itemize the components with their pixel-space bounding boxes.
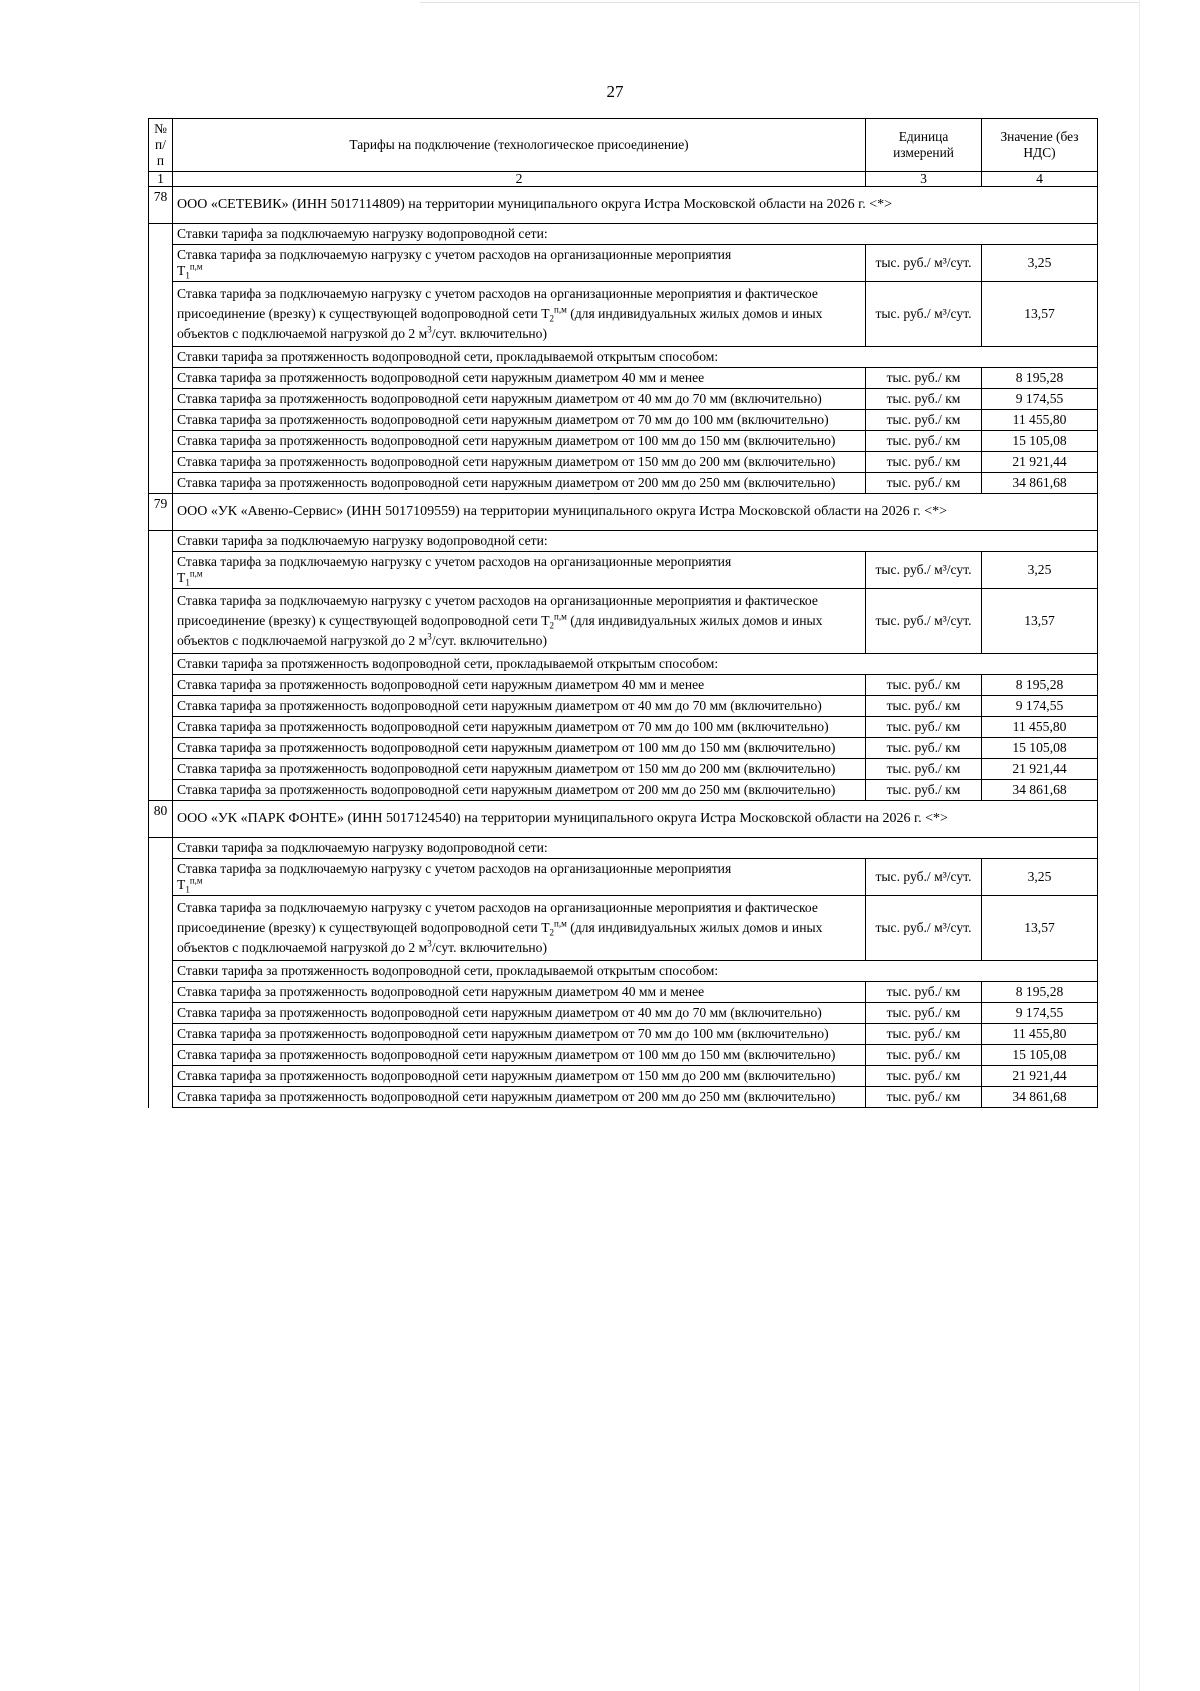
- number-spacer: [149, 1045, 173, 1066]
- t2-label-part-a: Ставка тарифа за подключаемую нагрузку с учетом расходов на организационные мероприятия и фактическое присоединение (врезку) к существующей водопроводной сети: [177, 593, 818, 628]
- t2-subscript: 2: [549, 620, 555, 631]
- number-spacer: [149, 452, 173, 473]
- number-spacer: [149, 431, 173, 452]
- length-rate-row: [149, 982, 1098, 1003]
- number-spacer: [149, 738, 173, 759]
- tariff-row-t1: [149, 245, 1098, 282]
- length-rate-label: Ставка тарифа за протяженность водопроводной сети наружным диаметром 40 мм и менее: [173, 368, 866, 389]
- unit-cell: тыс. руб./ км: [866, 410, 982, 431]
- unit-cell: тыс. руб./ км: [866, 431, 982, 452]
- length-rate-row: [149, 696, 1098, 717]
- length-rates-header: Ставки тарифа за протяженность водопроводной сети, прокладываемой открытым способом:: [173, 654, 1098, 675]
- t2-label-part-b: (для индивидуальных жилых домов и иных объектов с подключаемой нагрузкой до 2 м: [177, 920, 823, 955]
- length-rate-label: Ставка тарифа за протяженность водопроводной сети наружным диаметром от 40 мм до 70 мм (включительно): [173, 696, 866, 717]
- length-rate-row: [149, 452, 1098, 473]
- unit-cell: тыс. руб./ км: [866, 1087, 982, 1108]
- number-spacer: [149, 1003, 173, 1024]
- unit-cell: тыс. руб./ км: [866, 738, 982, 759]
- number-spacer: [149, 896, 173, 961]
- tariff-row-t1: [149, 859, 1098, 896]
- number-spacer: [149, 389, 173, 410]
- load-rates-header-row: [149, 224, 1098, 245]
- number-spacer: [149, 838, 173, 859]
- unit-cell: тыс. руб./ км: [866, 389, 982, 410]
- number-spacer: [149, 1087, 173, 1108]
- length-rate-label: Ставка тарифа за протяженность водопроводной сети наружным диаметром от 150 мм до 200 мм (включительно): [173, 452, 866, 473]
- value-cell: 3,25: [982, 245, 1098, 282]
- t2-superscript: п,м: [554, 611, 567, 622]
- length-rate-row: [149, 1003, 1098, 1024]
- t2-label-part-b: (для индивидуальных жилых домов и иных объектов с подключаемой нагрузкой до 2 м: [177, 613, 823, 648]
- number-spacer: [149, 1024, 173, 1045]
- length-rate-row: [149, 738, 1098, 759]
- t2-subscript: 2: [549, 927, 555, 938]
- length-rate-label: Ставка тарифа за протяженность водопроводной сети наружным диаметром от 100 мм до 150 мм (включительно): [173, 431, 866, 452]
- t2-subscript: 2: [549, 313, 555, 324]
- organization-title: ООО «СЕТЕВИК» (ИНН 5017114809) на территории муниципального округа Истра Московской области на 2026 г. <*>: [173, 187, 1098, 224]
- number-spacer: [149, 759, 173, 780]
- number-spacer: [149, 589, 173, 654]
- number-spacer: [149, 717, 173, 738]
- t2-label-superscript: 3: [427, 631, 432, 642]
- t1-label: Ставка тарифа за подключаемую нагрузку с учетом расходов на организационные мероприятия: [177, 247, 732, 262]
- value-cell: 9 174,55: [982, 696, 1098, 717]
- length-rate-row: [149, 717, 1098, 738]
- length-rate-row: [149, 1066, 1098, 1087]
- unit-cell: тыс. руб./ км: [866, 759, 982, 780]
- unit-cell: тыс. руб./ км: [866, 717, 982, 738]
- organization-title: ООО «УК «ПАРК ФОНТЕ» (ИНН 5017124540) на территории муниципального округа Истра Московской области на 2026 г. <*>: [173, 801, 1098, 838]
- unit-cell: тыс. руб./ км: [866, 368, 982, 389]
- tariff-row-t1: [149, 552, 1098, 589]
- t2-label-part-b: (для индивидуальных жилых домов и иных объектов с подключаемой нагрузкой до 2 м: [177, 306, 823, 341]
- value-cell: 34 861,68: [982, 1087, 1098, 1108]
- length-rate-row: [149, 1024, 1098, 1045]
- load-rates-header-row: [149, 838, 1098, 859]
- tariff-label: [173, 282, 866, 347]
- length-rate-label: Ставка тарифа за протяженность водопроводной сети наружным диаметром от 200 мм до 250 мм (включительно): [173, 473, 866, 494]
- length-rate-row: [149, 759, 1098, 780]
- number-spacer: [149, 961, 173, 982]
- t2-superscript: п,м: [554, 918, 567, 929]
- tariff-label: [173, 589, 866, 654]
- number-spacer: [149, 410, 173, 431]
- unit-cell: тыс. руб./ км: [866, 696, 982, 717]
- length-rate-label: Ставка тарифа за протяженность водопроводной сети наружным диаметром от 200 мм до 250 мм (включительно): [173, 1087, 866, 1108]
- organization-number: 78: [149, 187, 173, 224]
- t1-subscript: 1: [185, 577, 190, 588]
- organization-number: 79: [149, 494, 173, 531]
- value-cell: 3,25: [982, 859, 1098, 896]
- value-cell: 34 861,68: [982, 780, 1098, 801]
- tariff-row-t2: [149, 896, 1098, 961]
- organization-number: 80: [149, 801, 173, 838]
- number-spacer: [149, 859, 173, 896]
- value-cell: 21 921,44: [982, 452, 1098, 473]
- number-spacer: [149, 982, 173, 1003]
- t2-label-part-c: /сут. включительно): [431, 326, 547, 341]
- length-rates-header-row: [149, 347, 1098, 368]
- value-cell: 3,25: [982, 552, 1098, 589]
- length-rate-label: Ставка тарифа за протяженность водопроводной сети наружным диаметром от 40 мм до 70 мм (включительно): [173, 1003, 866, 1024]
- t2-label-part-c: /сут. включительно): [431, 633, 547, 648]
- length-rate-label: Ставка тарифа за протяженность водопроводной сети наружным диаметром 40 мм и менее: [173, 982, 866, 1003]
- unit-cell: тыс. руб./ м³/сут.: [866, 282, 982, 347]
- column-number: 3: [866, 172, 982, 187]
- length-rate-label: Ставка тарифа за протяженность водопроводной сети наружным диаметром от 100 мм до 150 мм (включительно): [173, 1045, 866, 1066]
- value-cell: 15 105,08: [982, 431, 1098, 452]
- value-cell: 34 861,68: [982, 473, 1098, 494]
- t2-label-part-a: Ставка тарифа за подключаемую нагрузку с учетом расходов на организационные мероприятия и фактическое присоединение (врезку) к существующей водопроводной сети: [177, 900, 818, 935]
- t1-superscript: п,м: [189, 261, 203, 272]
- organization-row: [149, 187, 1098, 224]
- tariff-table: [148, 118, 1098, 1108]
- value-cell: 21 921,44: [982, 759, 1098, 780]
- t2-label-part-c: /сут. включительно): [431, 940, 547, 955]
- length-rate-row: [149, 780, 1098, 801]
- t1-superscript: п,м: [189, 875, 203, 886]
- tariff-label: [173, 859, 866, 896]
- header-number: № п/п: [149, 119, 173, 172]
- column-number: 2: [173, 172, 866, 187]
- unit-cell: тыс. руб./ м³/сут.: [866, 245, 982, 282]
- tariff-label: [173, 552, 866, 589]
- number-spacer: [149, 552, 173, 589]
- number-spacer: [149, 1066, 173, 1087]
- length-rate-label: Ставка тарифа за протяженность водопроводной сети наружным диаметром 40 мм и менее: [173, 675, 866, 696]
- unit-cell: тыс. руб./ км: [866, 473, 982, 494]
- number-spacer: [149, 473, 173, 494]
- length-rate-row: [149, 410, 1098, 431]
- unit-cell: тыс. руб./ км: [866, 982, 982, 1003]
- unit-cell: тыс. руб./ км: [866, 452, 982, 473]
- unit-cell: тыс. руб./ км: [866, 1024, 982, 1045]
- length-rate-row: [149, 1045, 1098, 1066]
- load-rates-header: Ставки тарифа за подключаемую нагрузку водопроводной сети:: [173, 531, 1098, 552]
- length-rate-row: [149, 389, 1098, 410]
- column-number: 1: [149, 172, 173, 187]
- length-rate-row: [149, 431, 1098, 452]
- number-spacer: [149, 675, 173, 696]
- value-cell: 9 174,55: [982, 389, 1098, 410]
- organization-row: [149, 494, 1098, 531]
- header-tariff: Тарифы на подключение (технологическое присоединение): [173, 119, 866, 172]
- table-header-row: [149, 119, 1098, 172]
- t1-subscript: 1: [185, 884, 190, 895]
- number-spacer: [149, 368, 173, 389]
- unit-cell: тыс. руб./ км: [866, 1003, 982, 1024]
- unit-cell: тыс. руб./ км: [866, 780, 982, 801]
- t2-symbol: T: [541, 920, 550, 935]
- unit-cell: тыс. руб./ м³/сут.: [866, 859, 982, 896]
- tariff-label: [173, 896, 866, 961]
- load-rates-header: Ставки тарифа за подключаемую нагрузку водопроводной сети:: [173, 224, 1098, 245]
- number-spacer: [149, 696, 173, 717]
- t1-symbol: T: [177, 877, 186, 892]
- length-rates-header-row: [149, 961, 1098, 982]
- length-rate-row: [149, 675, 1098, 696]
- t2-label-superscript: 3: [427, 324, 432, 335]
- number-spacer: [149, 282, 173, 347]
- t1-label: Ставка тарифа за подключаемую нагрузку с учетом расходов на организационные мероприятия: [177, 861, 732, 876]
- number-spacer: [149, 224, 173, 245]
- t2-label-superscript: 3: [427, 938, 432, 949]
- value-cell: 11 455,80: [982, 717, 1098, 738]
- tariff-label: [173, 245, 866, 282]
- value-cell: 11 455,80: [982, 1024, 1098, 1045]
- unit-cell: тыс. руб./ км: [866, 1066, 982, 1087]
- value-cell: 13,57: [982, 896, 1098, 961]
- unit-cell: тыс. руб./ м³/сут.: [866, 589, 982, 654]
- tariff-row-t2: [149, 282, 1098, 347]
- value-cell: 8 195,28: [982, 368, 1098, 389]
- header-unit: Единица измерений: [866, 119, 982, 172]
- column-number-row: [149, 172, 1098, 187]
- value-cell: 11 455,80: [982, 410, 1098, 431]
- number-spacer: [149, 245, 173, 282]
- length-rate-row: [149, 368, 1098, 389]
- value-cell: 13,57: [982, 282, 1098, 347]
- value-cell: 21 921,44: [982, 1066, 1098, 1087]
- length-rates-header: Ставки тарифа за протяженность водопроводной сети, прокладываемой открытым способом:: [173, 961, 1098, 982]
- number-spacer: [149, 347, 173, 368]
- t2-symbol: T: [541, 306, 550, 321]
- length-rate-label: Ставка тарифа за протяженность водопроводной сети наружным диаметром от 70 мм до 100 мм (включительно): [173, 717, 866, 738]
- t2-label-part-a: Ставка тарифа за подключаемую нагрузку с учетом расходов на организационные мероприятия и фактическое присоединение (врезку) к существующей водопроводной сети: [177, 286, 818, 321]
- unit-cell: тыс. руб./ км: [866, 1045, 982, 1066]
- header-value: Значение (без НДС): [982, 119, 1098, 172]
- length-rate-label: Ставка тарифа за протяженность водопроводной сети наружным диаметром от 100 мм до 150 мм (включительно): [173, 738, 866, 759]
- t1-symbol: T: [177, 263, 186, 278]
- number-spacer: [149, 780, 173, 801]
- length-rates-header-row: [149, 654, 1098, 675]
- number-spacer: [149, 654, 173, 675]
- length-rate-row: [149, 473, 1098, 494]
- value-cell: 15 105,08: [982, 1045, 1098, 1066]
- value-cell: 9 174,55: [982, 1003, 1098, 1024]
- length-rate-row: [149, 1087, 1098, 1108]
- t1-superscript: п,м: [189, 568, 203, 579]
- value-cell: 8 195,28: [982, 675, 1098, 696]
- length-rate-label: Ставка тарифа за протяженность водопроводной сети наружным диаметром от 40 мм до 70 мм (включительно): [173, 389, 866, 410]
- organization-row: [149, 801, 1098, 838]
- t1-symbol: T: [177, 570, 186, 585]
- length-rate-label: Ставка тарифа за протяженность водопроводной сети наружным диаметром от 150 мм до 200 мм (включительно): [173, 759, 866, 780]
- length-rate-label: Ставка тарифа за протяженность водопроводной сети наружным диаметром от 70 мм до 100 мм (включительно): [173, 1024, 866, 1045]
- number-spacer: [149, 531, 173, 552]
- length-rate-label: Ставка тарифа за протяженность водопроводной сети наружным диаметром от 150 мм до 200 мм (включительно): [173, 1066, 866, 1087]
- t2-superscript: п,м: [554, 304, 567, 315]
- t1-label: Ставка тарифа за подключаемую нагрузку с учетом расходов на организационные мероприятия: [177, 554, 732, 569]
- scan-edge-top: [420, 2, 1140, 3]
- page-number: 27: [606, 82, 624, 101]
- column-number: 4: [982, 172, 1098, 187]
- t1-subscript: 1: [185, 270, 190, 281]
- scan-edge-right: [1139, 0, 1140, 1691]
- load-rates-header-row: [149, 531, 1098, 552]
- length-rate-label: Ставка тарифа за протяженность водопроводной сети наружным диаметром от 70 мм до 100 мм (включительно): [173, 410, 866, 431]
- value-cell: 13,57: [982, 589, 1098, 654]
- tariff-row-t2: [149, 589, 1098, 654]
- t2-symbol: T: [541, 613, 550, 628]
- length-rate-label: Ставка тарифа за протяженность водопроводной сети наружным диаметром от 200 мм до 250 мм (включительно): [173, 780, 866, 801]
- unit-cell: тыс. руб./ м³/сут.: [866, 896, 982, 961]
- unit-cell: тыс. руб./ км: [866, 675, 982, 696]
- organization-title: ООО «УК «Авеню-Сервис» (ИНН 5017109559) на территории муниципального округа Истра Московской области на 2026 г. <*>: [173, 494, 1098, 531]
- unit-cell: тыс. руб./ м³/сут.: [866, 552, 982, 589]
- table-body: [149, 187, 1098, 1108]
- length-rates-header: Ставки тарифа за протяженность водопроводной сети, прокладываемой открытым способом:: [173, 347, 1098, 368]
- load-rates-header: Ставки тарифа за подключаемую нагрузку водопроводной сети:: [173, 838, 1098, 859]
- value-cell: 8 195,28: [982, 982, 1098, 1003]
- value-cell: 15 105,08: [982, 738, 1098, 759]
